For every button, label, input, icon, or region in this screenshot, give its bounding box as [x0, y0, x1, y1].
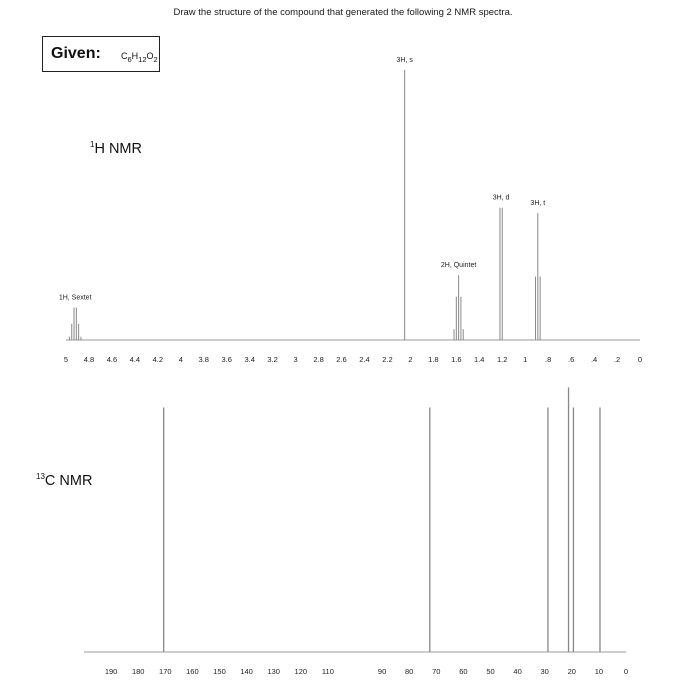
- c-nmr-tick-label: 10: [594, 667, 604, 676]
- c-nmr-tick-label: 20: [567, 667, 576, 676]
- h-nmr-peak-label: 2H, Quintet: [440, 262, 477, 270]
- h-nmr-tick-label: 1.8: [428, 355, 439, 364]
- h-nmr-tick-label: .2: [613, 355, 621, 364]
- c-nmr-tick-label: 80: [405, 667, 414, 676]
- h-nmr-tick-label: 3.6: [221, 355, 232, 364]
- c-nmr-tick-label: 190: [104, 667, 118, 676]
- h-nmr-tick-label: 2.2: [382, 355, 393, 364]
- c-nmr-tick-label: 90: [377, 667, 387, 676]
- h-nmr-tick-label: 4.4: [129, 355, 141, 364]
- h-nmr-tick-label: .8: [545, 355, 552, 364]
- h-nmr-tick-label: 1.2: [497, 355, 508, 364]
- h-nmr-tick-label: 4.8: [83, 355, 95, 364]
- c-nmr-tick-label: 130: [267, 667, 280, 676]
- h-nmr-peak-label: 3H, t: [530, 200, 546, 208]
- c-nmr-tick-label: 110: [321, 667, 334, 676]
- c-nmr-tick-label: 60: [459, 667, 468, 676]
- h-nmr-tick-label: 1.6: [451, 355, 462, 364]
- h-nmr-tick-label: 3.8: [198, 355, 209, 364]
- h-nmr-tick-label: 1: [523, 355, 528, 364]
- h-nmr-tick-label: 2.4: [359, 355, 370, 364]
- c-nmr-tick-label: 30: [540, 667, 549, 676]
- c-nmr-tick-label: 70: [432, 667, 441, 676]
- c-nmr-tick-label: 170: [159, 667, 172, 676]
- h-nmr-tick-label: 1.4: [474, 355, 485, 364]
- question-text: Draw the structure of the compound that generated the following 2 NMR spectra.: [173, 7, 513, 18]
- c-nmr-tick-label: 50: [486, 667, 495, 676]
- h-nmr-tick-label: 4.2: [152, 355, 164, 364]
- h-nmr-tick-label: .4: [590, 355, 598, 364]
- h-nmr-tick-label: 4.6: [106, 355, 118, 364]
- c-nmr-tick-label: 150: [213, 667, 226, 676]
- h-nmr-tick-label: 2: [408, 355, 413, 364]
- h-nmr-peak-label: 3H, s: [396, 57, 413, 64]
- h-nmr-tick-label: .6: [567, 355, 575, 364]
- h-nmr-title: $^1$H NMR: [90, 140, 142, 157]
- c-nmr-tick-label: 120: [294, 667, 308, 676]
- c-nmr-tick-label: 40: [513, 667, 522, 676]
- h-nmr-peak-label: 1H, Sextet: [58, 294, 92, 302]
- c-nmr-tick-label: 180: [131, 667, 145, 676]
- c-nmr-title: $^{13}$C NMR: [36, 472, 93, 489]
- h-nmr-tick-label: 0: [637, 355, 643, 364]
- given-formula: $C_6H_{12}O_2$: [121, 51, 158, 64]
- h-nmr-tick-label: 4: [178, 355, 183, 364]
- h-nmr-tick-label: 5: [63, 355, 69, 364]
- c-nmr-tick-label: 0: [623, 667, 629, 676]
- h-nmr-tick-label: 3: [293, 355, 298, 364]
- c-nmr-tick-label: 140: [240, 667, 253, 676]
- h-nmr-tick-label: 2.6: [336, 355, 347, 364]
- given-label: Given:: [51, 45, 101, 62]
- h-nmr-tick-label: 2.8: [313, 355, 324, 364]
- c-nmr-tick-label: 160: [186, 667, 199, 676]
- h-nmr-tick-label: 3.2: [267, 355, 278, 364]
- h-nmr-peak-label: 3H, d: [492, 194, 510, 202]
- h-nmr-tick-label: 3.4: [244, 355, 255, 364]
